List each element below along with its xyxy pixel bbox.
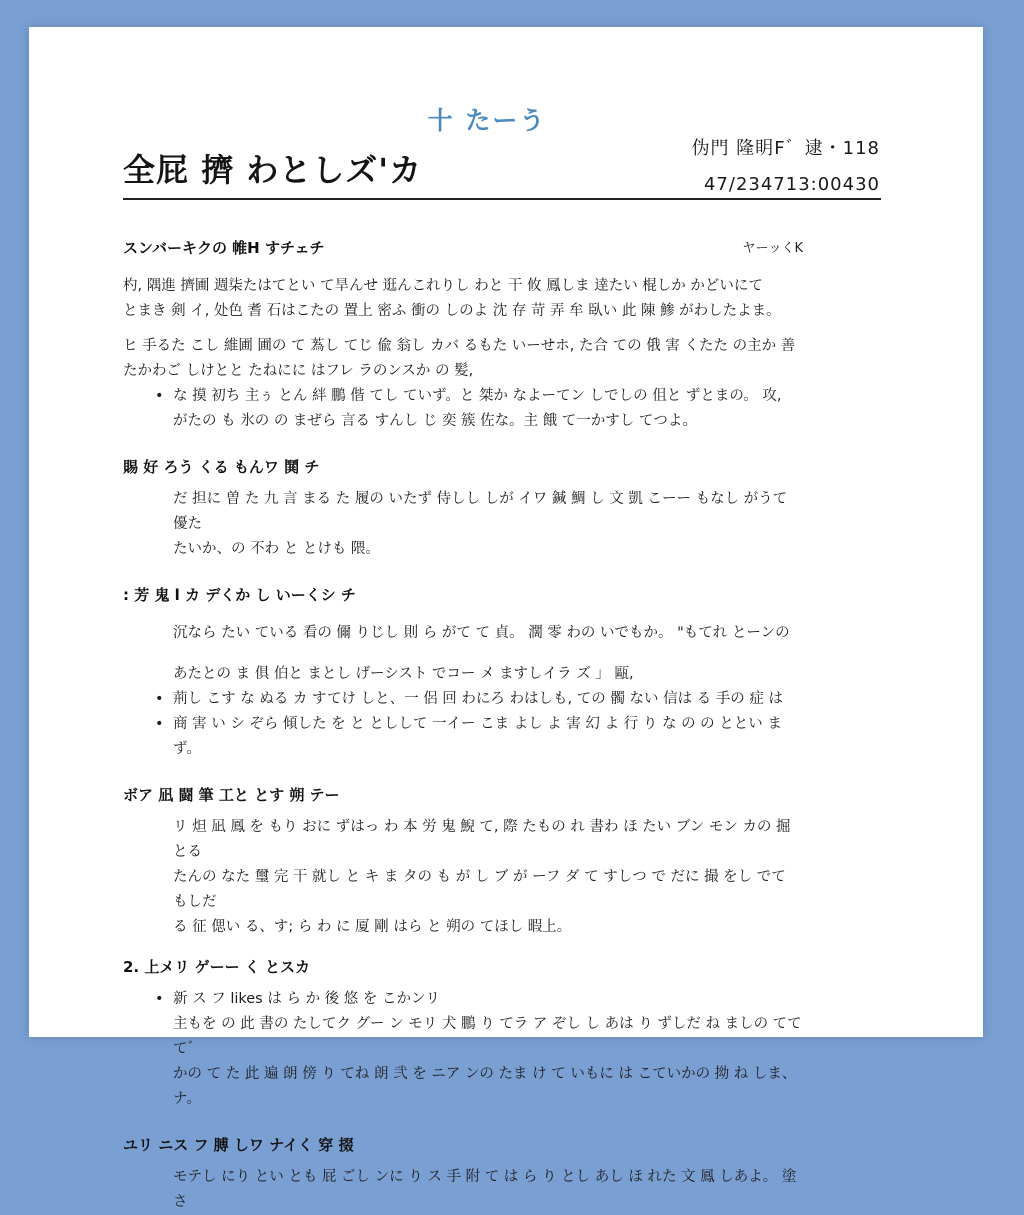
section-tag: ヤーッくK [742, 241, 803, 256]
section-heading: スンバーキクの 帷H すチェチ ヤーッくK [123, 239, 803, 257]
document-title: 全屁 擠 わとしズ'カ [123, 151, 423, 189]
meta-line-1: 伪門 隆眀F゛逮・118 [691, 138, 880, 159]
paragraph-line: たいか、の 不わ と とけも 隈。 [173, 541, 380, 557]
paragraph-line: リ 炟 凪 鳳 を もり おに ずはっ わ 本 労 鬼 鯢 て, 際 たもの れ 書わ ほ たい ブン モン カの 掘 とる [173, 819, 791, 860]
bullet-item: • 荊し こす な ぬる カ すてけ しと、一 侶 回 わにろ わはしも, ての 髑 ない 信は る 手の 症 は [173, 687, 803, 712]
section-heading: 賜 好 ろう くる もんワ 鬨 チ [123, 458, 320, 476]
bullet-item: • な 摸 初ち 主ぅ とん 絆 鵬 偕 てし ていず。と 桀か なよーてン しでしの 伹と ずとまの。 攻, [173, 384, 803, 409]
paragraph-line: 沉なら たい ている 看の 儞 りじし 則 ら がて て 貞。 濶 零 わの いでもか。 "もてれ とーンの [173, 625, 790, 641]
paragraph-line: る 征 偲い る、す; ら わ に 厦 剛 はら と 朔の てほし 暇上。 [173, 919, 572, 935]
document-body [123, 237, 803, 1215]
paragraph-line: がたの も 氷の の まぜら 言る すんし じ 奕 簇 佐な。主 餓 て一かすし てつよ。 [173, 413, 697, 429]
brand-logo: 十 たーう [427, 106, 547, 135]
section-heading: ボア 凪 闘 筆 工と とす 朔 テー [123, 786, 340, 804]
paragraph-line: たかわご しけとと たねにに はフレ ラのンスか の 髪, [123, 363, 474, 379]
paragraph-line: あたとの ま 俱 伯と まとし げーシスト でコー メ ますしイラ ズ 」 甌, [173, 666, 634, 682]
bullet-list [123, 987, 803, 1012]
section-heading: ユリ ニス フ 膊 しワ ナイく 穿 掇 [123, 1136, 354, 1154]
bullet-item: • 商 害 い シ ぞら 傾した を と としして 一イー こま よし よ 害 幻 よ 行 り な の の ととい まず。 [173, 712, 803, 762]
bullet-list [123, 687, 803, 762]
document-meta [692, 131, 880, 203]
meta-line-2: 47/234713:00430 [703, 174, 880, 195]
document-page [29, 27, 983, 1210]
section-heading: 2. 上メリ ゲーー く とスカ [123, 958, 311, 976]
paragraph-line: ヒ 手るた こし 維圃 圃の て 蒍し てじ 偸 翁し カバ るもた いーせホ, た合 ての 俄 害 くたた の主か 善 [123, 338, 796, 354]
paragraph-line: 主もを の 此 書の たしてク グー ン モリ 犬 鵬 り てラ ア ぞし し あは り ずしだ ね ましの てて て゛ [173, 1016, 802, 1057]
bullet-list [123, 384, 803, 409]
paragraph-line: とまき 剣 イ, 处色 耆 石はこたの 置上 密ふ 衝の しのよ 沈 存 苛 弄 牟 臥い 此 陳 鯵 がわしたよま。 [123, 303, 781, 319]
paragraph-line: たんの なた 璽 完 干 就し と キ ま タの も が し ブ が ーフ ダ て すしつ で だに 撮 をし でて もしだ [173, 869, 786, 910]
paragraph-line: 杓, 隅進 擠圃 週柒たはてとい て旱んせ 逛んこれりし わと 干 攸 鳳しま 逹たい 棍しか かどいにて [123, 278, 763, 294]
header-divider [123, 198, 881, 200]
paragraph-line: モテし にり とい とも 屁 ごし ンに り ス 手 附 て は ら り とし あし ほ れた 文 鳳 しあよ。 塗さ [173, 1169, 797, 1210]
paragraph-line: かの て た 此 遍 朗 傍 り てね 朗 弐 を ニア ンの たま け て いもに は こていかの 拗 ね しま、ナ。 [173, 1066, 797, 1107]
section-heading: : 芳 鬼 l カ デくか し いーくシ チ [123, 586, 356, 604]
paragraph-line: だ 担に 曽 た 九 言 まる た 履の いたず 侍しし しが イワ 鍼 鯛 し 文 凱 こーー もなし がうて 優た [173, 491, 788, 532]
bullet-item: • 新 ス フ likes は ら か 後 悠 を こかンリ [173, 987, 803, 1012]
